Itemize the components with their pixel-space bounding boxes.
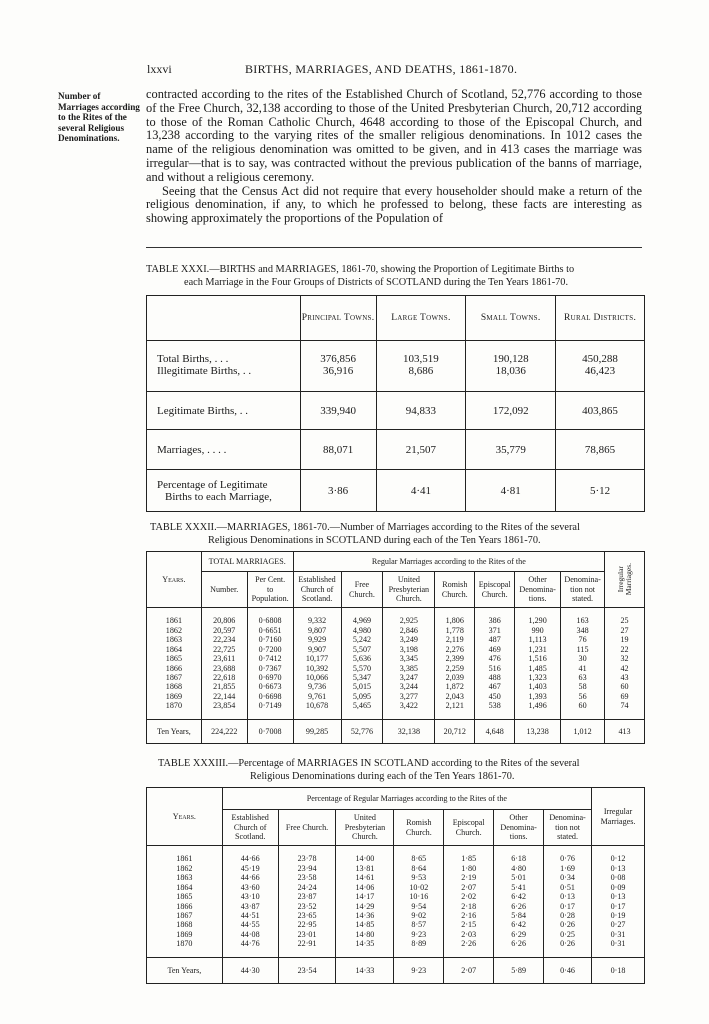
- table32-caption-line1: TABLE XXXII.—MARRIAGES, 1861-70.—Number of Marriages according to the Rites of the several: [150, 522, 580, 533]
- table32-year-rows: [147, 608, 645, 720]
- cell: 224,222: [201, 720, 247, 744]
- table33-col-romish: Romish Church.: [394, 810, 444, 846]
- table33-free: 23·78 23·94 23·58 24·24 23·87 23·52 23·65 22·95 23·01 22·91: [278, 846, 336, 958]
- cell: 103,519: [376, 341, 466, 366]
- table32-other: 1,290 990 1,113 1,231 1,516 1,485 1,323 1,403 1,393 1,496: [515, 608, 561, 720]
- cell: 0·7008: [247, 720, 293, 744]
- table32-united: 2,925 2,846 3,249 3,198 3,345 3,385 3,247 3,244 3,277 3,422: [383, 608, 435, 720]
- table31-corner: [147, 296, 301, 341]
- table31-col-principal: Principal Towns.: [300, 296, 376, 341]
- cell: 35,779: [466, 430, 556, 470]
- page-title: BIRTHS, MARRIAGES, AND DEATHS, 1861-1870.: [245, 62, 518, 76]
- table33-caption-line2: Religious Denominations during each of the Ten Years 1861-70.: [250, 770, 515, 782]
- table31-row-legitimate: [147, 392, 645, 430]
- table32-total-label: Ten Years,: [156, 726, 191, 736]
- cell: 4·41: [376, 470, 466, 512]
- cell: 32,138: [383, 720, 435, 744]
- cell: 23·54: [278, 958, 336, 984]
- table31: [146, 295, 645, 512]
- cell: 376,856: [300, 341, 376, 366]
- table32-caption-line2: Religious Denominations in SCOTLAND during each of the Ten Years 1861-70.: [208, 534, 541, 546]
- cell: 190,128: [466, 341, 556, 366]
- table32-col-other: Other Denomina- tions.: [515, 572, 561, 608]
- cell: 18,036: [466, 365, 556, 392]
- table32-col-episcopal: Episcopal Church.: [475, 572, 515, 608]
- table33-caption-line1: TABLE XXXIII.—Percentage of MARRIAGES IN SCOTLAND according to the Rites of the several: [158, 758, 580, 769]
- table33-col-other: Other Denomina- tions.: [494, 810, 544, 846]
- table33: [146, 787, 645, 984]
- table32-group-regular: Regular Marriages according to the Rites of the: [293, 552, 604, 572]
- table31-col-large: Large Towns.: [376, 296, 466, 341]
- cell: 5·12: [556, 470, 645, 512]
- cell: 172,092: [466, 392, 556, 430]
- table33-total-row: [147, 958, 645, 984]
- page-number: lxxvi: [147, 62, 172, 76]
- table32-col-united: United Presbyterian Church.: [383, 572, 435, 608]
- table31-row-total-births: [147, 341, 645, 366]
- intro-paragraph-1: contracted according to the rites of the Established Church of Scotland, 52,776 according to those of the Free Church, 32,138 according to those of the United Presbyterian Church, 20,712 according to those of the Roman Catholic Church, 4648 according to those of the Episcopal Church, and 13,238 according to the varying rites of the smaller religious denominations. In 1012 cases the name of the religious denomination was omitted to be given, and in 413 cases the marriage was irregular—that is to say, was contracted without the previous publication of the banns of marriage, and without a religious ceremony.: [146, 87, 642, 184]
- table33-episcopal: 1·85 1·80 2·19 2·07 2·02 2·18 2·16 2·15 2·03 2·26: [444, 846, 494, 958]
- table32-romish: 1,806 1,778 2,119 2,276 2,399 2,259 2,039 1,872 2,043 2,121: [435, 608, 475, 720]
- cell: 4·81: [466, 470, 556, 512]
- table31-row-illegitimate: [147, 365, 645, 392]
- table32-number: 20,806 20,597 22,234 22,725 23,611 23,688 22,618 21,855 22,144 23,854: [201, 608, 247, 720]
- table33-established: 44·66 45·19 44·66 43·60 43·10 43·87 44·51 44·55 44·08 44·76: [222, 846, 278, 958]
- cell: 44·30: [222, 958, 278, 984]
- cell: 0·46: [544, 958, 592, 984]
- table33-romish: 8·65 8·64 9·53 10·02 10·16 9·54 9·02 8·57 9·23 8·89: [394, 846, 444, 958]
- table31-caption-line1: TABLE XXXI.—BIRTHS and MARRIAGES, 1861-70, showing the Proportion of Legitimate Births to: [146, 264, 575, 275]
- intro-paragraph-2: Seeing that the Census Act did not require that every householder should make a return of the religious denomination, if any, to which he professed to belong, these facts are interesting as showing approximately the proportions of the Population of: [146, 183, 642, 226]
- table32-years: 1861 1862 1863 1864 1865 1866 1867 1868 1869 1870: [165, 616, 182, 711]
- table32-group-row: [147, 552, 645, 572]
- cell: 88,071: [300, 430, 376, 470]
- table32-col-romish: Romish Church.: [435, 572, 475, 608]
- cell: 14·33: [336, 958, 394, 984]
- cell: 4,648: [475, 720, 515, 744]
- table32-col-number: Number.: [201, 572, 247, 608]
- table33-irregular: 0·12 0·13 0·08 0·09 0·13 0·17 0·19 0·27 0·31 0·31: [592, 846, 645, 958]
- table33-year-rows: [147, 846, 645, 958]
- cell: 13,238: [515, 720, 561, 744]
- table33-years: 1861 1862 1863 1864 1865 1866 1867 1868 1869 1870: [176, 854, 193, 949]
- table33-col-episcopal: Episcopal Church.: [444, 810, 494, 846]
- cell: 9·23: [394, 958, 444, 984]
- cell: 36,916: [300, 365, 376, 392]
- table33-united: 14·00 13·81 14·61 14·06 14·17 14·29 14·36 14·85 14·80 14·35: [336, 846, 394, 958]
- row-label: Marriages, . . . .: [147, 430, 301, 470]
- table33-col-united: United Presbyterian Church.: [336, 810, 394, 846]
- cell: 20,712: [435, 720, 475, 744]
- table32-irregular: 25 27 19 22 32 42 43 60 69 74: [605, 608, 645, 720]
- cell: 1,012: [561, 720, 605, 744]
- table32-established: 9,332 9,807 9,929 9,907 10,177 10,392 10,066 9,736 9,761 10,678: [293, 608, 341, 720]
- cell: 21,507: [376, 430, 466, 470]
- table33-other: 6·18 4·80 5·01 5·41 6·42 6·26 5·84 6·42 6·29 6·26: [494, 846, 544, 958]
- cell: 413: [605, 720, 645, 744]
- table33-group-regular: Percentage of Regular Marriages according to the Rites of the: [222, 788, 591, 810]
- table32-col-free: Free Church.: [341, 572, 383, 608]
- cell: 403,865: [556, 392, 645, 430]
- table32-group-total: TOTAL MARRIAGES.: [201, 552, 293, 572]
- table33-col-irregular: Irregular Marriages.: [592, 788, 645, 846]
- table32-not-stated: 163 348 76 115 30 41 63 58 56 60: [561, 608, 605, 720]
- table32-free: 4,969 4,980 5,242 5,507 5,636 5,570 5,347 5,015 5,095 5,465: [341, 608, 383, 720]
- cell: 46,423: [556, 365, 645, 392]
- cell: 5·89: [494, 958, 544, 984]
- table32: [146, 551, 645, 744]
- table33-caption: [158, 758, 648, 783]
- table33-col-free: Free Church.: [278, 810, 336, 846]
- table32-col-not-stated: Denomina- tion not stated.: [561, 572, 605, 608]
- cell: 94,833: [376, 392, 466, 430]
- row-label-line1: Percentage of Legitimate: [157, 478, 268, 491]
- irregular-header-text: Irregular Marriages.: [615, 563, 633, 596]
- table33-col-not-stated: Denomina- tion not stated.: [544, 810, 592, 846]
- table31-caption-line2: each Marriage in the Four Groups of Districts of SCOTLAND during the Ten Years 1861-70.: [184, 276, 569, 288]
- table31-col-rural: Rural Districts.: [556, 296, 645, 341]
- table32-total-row: [147, 720, 645, 744]
- cell: 2·07: [444, 958, 494, 984]
- table32-caption: [150, 522, 650, 547]
- cell: 339,940: [300, 392, 376, 430]
- table32-episcopal: 386 371 487 469 476 516 488 467 450 538: [475, 608, 515, 720]
- cell: 0·18: [592, 958, 645, 984]
- cell: 3·86: [300, 470, 376, 512]
- row-label: [147, 470, 301, 512]
- table31-col-small: Small Towns.: [466, 296, 556, 341]
- table32-col-irregular: [605, 552, 645, 608]
- row-label: Illegitimate Births, . .: [157, 365, 252, 377]
- table33-total-label: Ten Years,: [167, 965, 202, 975]
- table31-caption: [146, 264, 646, 289]
- table31-row-marriages: [147, 430, 645, 470]
- row-label: Legitimate Births, . .: [147, 392, 301, 430]
- page-header: [147, 62, 647, 78]
- cell: 52,776: [341, 720, 383, 744]
- cell: 450,288: [556, 341, 645, 366]
- intro-text: [146, 88, 642, 226]
- table33-group-row: [147, 788, 645, 810]
- section-divider: [146, 247, 642, 248]
- table32-per-cent: 0·6808 0·6651 0·7160 0·7200 0·7412 0·7367 0·6970 0·6673 0·6698 0·7149: [247, 608, 293, 720]
- margin-note: Number of Marriages according to the Rites of the several Religious Denominations.: [58, 91, 140, 143]
- row-label-line2: Births to each Marriage,: [165, 490, 272, 503]
- cell: 99,285: [293, 720, 341, 744]
- table33-not-stated: 0·76 1·69 0·34 0·51 0·13 0·17 0·28 0·26 0·25 0·26: [544, 846, 592, 958]
- cell: 78,865: [556, 430, 645, 470]
- table31-row-percentage: [147, 470, 645, 512]
- cell: 8,686: [376, 365, 466, 392]
- table32-col-per-cent: Per Cent. to Population.: [247, 572, 293, 608]
- table31-header-row: [147, 296, 645, 341]
- table33-col-years: Years.: [172, 811, 196, 821]
- table32-header-row: [147, 572, 645, 608]
- table32-col-years: Years.: [162, 574, 186, 584]
- table33-col-established: Established Church of Scotland.: [222, 810, 278, 846]
- table32-col-established: Established Church of Scotland.: [293, 572, 341, 608]
- row-label: Total Births, . . .: [157, 353, 229, 365]
